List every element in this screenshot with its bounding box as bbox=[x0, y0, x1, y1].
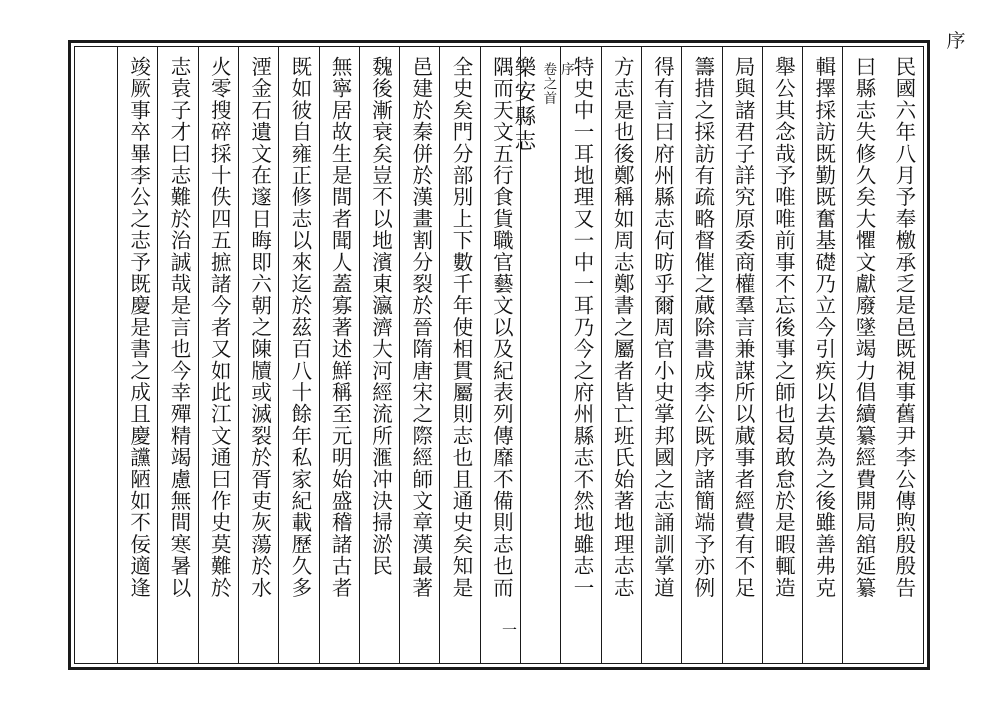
section-label: 序 bbox=[557, 62, 574, 77]
book-title: 樂安縣志 bbox=[510, 56, 536, 154]
column-text: 志袁子才曰志難於治誠哉是言也今幸殫精竭慮無間寒暑以 bbox=[166, 56, 191, 599]
column-text: 湮金石遺文在邃日晦即六朝之陳牘或滅裂於胥吏灰蕩於水 bbox=[247, 56, 272, 599]
text-column bbox=[601, 47, 641, 663]
column-text: 火零搜碎採十佚四五摭諸今者又如此江文通曰作史莫難於 bbox=[207, 56, 232, 599]
text-column bbox=[157, 47, 197, 663]
column-text: 方志是也後鄭稱如周志鄭書之屬者皆亡班氏始著地理志志 bbox=[610, 56, 635, 599]
column-text: 全史矣門分部別上下數千年使相貫屬則志也且通史矣知是 bbox=[449, 56, 474, 599]
text-column bbox=[802, 47, 842, 663]
page-border-inner bbox=[74, 46, 924, 664]
text-column bbox=[359, 47, 399, 663]
page-header-label: 序 bbox=[946, 30, 966, 52]
text-column bbox=[399, 47, 439, 663]
text-column bbox=[117, 47, 157, 663]
column-text: 民國六年八月予奉檄承乏是邑既視事舊尹李公傳煦殷殷告 bbox=[891, 56, 916, 599]
text-columns bbox=[75, 47, 923, 663]
column-text: 籌措之採訪有疏略督催之蕆除書成李公既序諸簡端予亦例 bbox=[690, 56, 715, 599]
text-column bbox=[439, 47, 479, 663]
column-text: 特史中一耳地理又一中一耳乃今之府州縣志不然地雖志一 bbox=[569, 56, 594, 599]
column-text: 隅而天文五行食貨職官藝文以及紀表列傳靡不備則志也而 bbox=[489, 56, 514, 599]
text-column bbox=[762, 47, 802, 663]
column-text: 魏後漸衰矣豈不以地濱東瀛濟大河經流所滙冲決掃淤民 bbox=[368, 56, 393, 577]
text-column bbox=[883, 47, 923, 663]
column-text: 既如彼自雍正修志以來迄於茲百八十餘年私家紀載歷久多 bbox=[287, 56, 312, 599]
page-number bbox=[481, 622, 520, 637]
text-column bbox=[278, 47, 318, 663]
column-text: 輯擇採訪既勤既奮基礎乃立今引疾以去莫為之後雖善弗克 bbox=[811, 56, 836, 599]
column-text: 得有言曰府州縣志何昉乎爾周官小史掌邦國之志誦訓掌道 bbox=[650, 56, 675, 599]
column-text: 無寧居故生是間者聞人蓋寡著述鮮稱至元明始盛稽諸古者 bbox=[328, 56, 353, 599]
title-column bbox=[510, 47, 574, 663]
text-column bbox=[842, 47, 882, 663]
text-column bbox=[319, 47, 359, 663]
column-text: 邑建於秦併於漢畫割分裂於晉隋唐宋之際經師文章漢最著 bbox=[408, 56, 433, 599]
volume-label: 卷之首 bbox=[540, 62, 557, 106]
column-text: 局與諸君子詳究原委商權羣言兼謀所以蕆事者經費有不足 bbox=[731, 56, 756, 599]
page-number-value: 一 bbox=[500, 622, 519, 637]
text-column bbox=[681, 47, 721, 663]
column-text: 曰縣志失修久矣大懼文獻廢墜竭力倡續纂經費開局舘延纂 bbox=[852, 56, 877, 599]
text-column bbox=[238, 47, 278, 663]
text-column bbox=[722, 47, 762, 663]
text-column bbox=[480, 47, 520, 663]
column-text: 舉公其念哉予唯唯前事不忘後事之師也曷敢怠於是暇輒造 bbox=[771, 56, 796, 599]
text-column bbox=[641, 47, 681, 663]
page-border-frame bbox=[68, 40, 930, 670]
text-column bbox=[198, 47, 238, 663]
column-text: 竣厥事卒畢李公之志予既慶是書之成且慶讜陋如不佞適逢 bbox=[126, 56, 151, 599]
